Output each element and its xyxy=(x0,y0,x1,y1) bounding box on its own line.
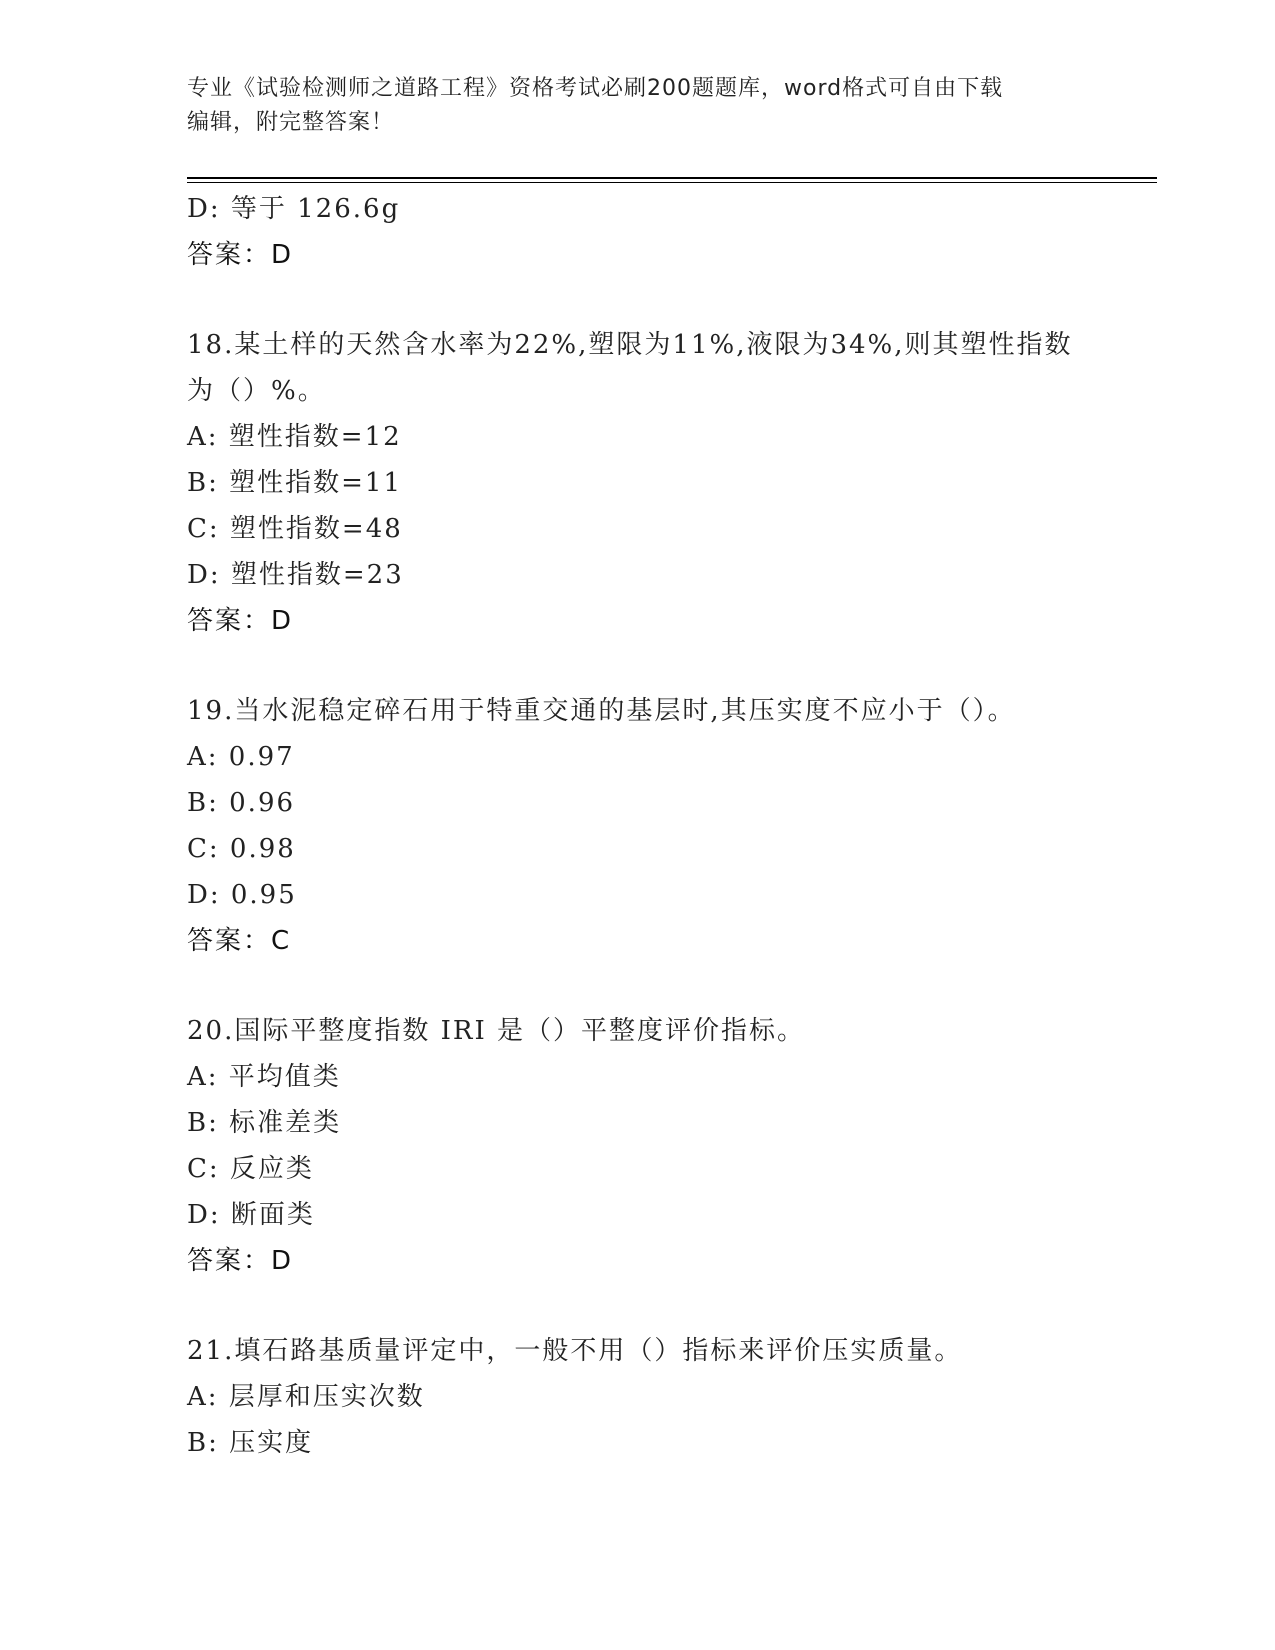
question-18-block xyxy=(187,322,1157,644)
header-title-line1: 专业《试验检测师之道路工程》资格考试必刷200题题库，word格式可自由下载 xyxy=(187,76,1004,101)
option-a: A: 层厚和压实次数 xyxy=(187,1382,425,1412)
header-title-line2: 编辑，附完整答案！ xyxy=(187,110,395,135)
option-d: D: 断面类 xyxy=(187,1200,315,1230)
option-d: D: 0.95 xyxy=(187,880,297,910)
question-spacer xyxy=(187,644,1157,688)
option-a: A: 塑性指数=12 xyxy=(187,422,402,452)
option-a: A: 平均值类 xyxy=(187,1062,341,1092)
question-list xyxy=(187,186,1157,1466)
question-21-block xyxy=(187,1328,1157,1466)
document-header xyxy=(187,72,1087,140)
question-spacer xyxy=(187,964,1157,1008)
option-c: C: 塑性指数=48 xyxy=(187,514,403,544)
question-text: 20.国际平整度指数 IRI 是（）平整度评价指标。 xyxy=(187,1016,805,1046)
option-a: A: 0.97 xyxy=(187,742,295,772)
question-spacer xyxy=(187,278,1157,322)
option-b: B: 0.96 xyxy=(187,788,296,818)
question-20-block xyxy=(187,1008,1157,1284)
option-b: B: 标准差类 xyxy=(187,1108,342,1138)
question-text: 18.某土样的天然含水率为22%,塑限为11%,液限为34%,则其塑性指数 xyxy=(187,330,1073,360)
question-text: 21.填石路基质量评定中，一般不用（）指标来评价压实质量。 xyxy=(187,1336,963,1366)
answer-line: 答案：D xyxy=(187,606,294,636)
question-17-block xyxy=(187,186,1157,278)
option-d: D: 塑性指数=23 xyxy=(187,560,404,590)
document-page xyxy=(187,0,1157,1650)
question-spacer xyxy=(187,1284,1157,1328)
header-divider-thin xyxy=(187,182,1157,183)
answer-line: 答案：C xyxy=(187,926,292,956)
option-b: B: 塑性指数=11 xyxy=(187,468,403,498)
header-divider-thick xyxy=(187,177,1157,179)
option-c: C: 反应类 xyxy=(187,1154,314,1184)
option-c: C: 0.98 xyxy=(187,834,296,864)
question-19-block xyxy=(187,688,1157,964)
question-text-continued: 为（）%。 xyxy=(187,376,326,406)
option-b: B: 压实度 xyxy=(187,1428,314,1458)
option-d: D: 等于 126.6g xyxy=(187,194,401,224)
answer-line: 答案：D xyxy=(187,1246,294,1276)
question-text: 19.当水泥稳定碎石用于特重交通的基层时,其压实度不应小于（）。 xyxy=(187,696,1016,726)
answer-line: 答案：D xyxy=(187,240,294,270)
